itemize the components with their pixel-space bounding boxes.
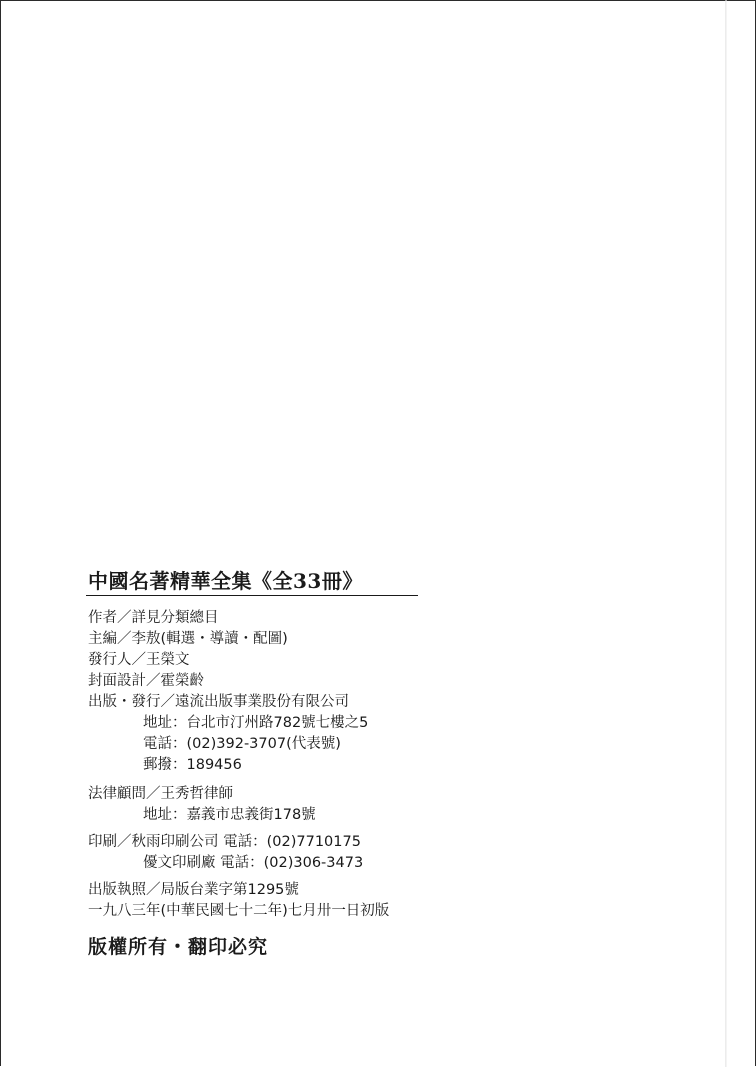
copyright-notice: 版權所有・翻印必究 xyxy=(88,936,269,958)
publisher-phone-line: 電話：(02)392-3707(代表號) xyxy=(143,736,341,752)
printer-line-1: 印刷／秋雨印刷公司 電話：(02)7710175 xyxy=(88,834,361,850)
title-underline xyxy=(86,595,418,596)
printer-line-2: 優文印刷廠 電話：(02)306-3473 xyxy=(143,855,364,871)
legal-advisor-line: 法律顧問／王秀哲律師 xyxy=(88,786,233,802)
colophon xyxy=(88,568,648,960)
editor-line: 主編／李敖(輯選・導讀・配圖) xyxy=(88,631,288,647)
publishing-house-line: 出版・發行／遠流出版事業股份有限公司 xyxy=(88,694,349,710)
book-title: 中國名著精華全集《全33冊》 xyxy=(88,569,363,593)
publisher-address-line: 地址：台北市汀州路782號七樓之5 xyxy=(143,715,369,731)
cover-design-line: 封面設計／霍榮齡 xyxy=(88,673,204,689)
publisher-postal-line: 郵撥：189456 xyxy=(143,757,242,773)
author-line: 作者／詳見分類總目 xyxy=(88,610,219,626)
publisher-person-line: 發行人／王榮文 xyxy=(88,652,190,668)
license-line: 出版執照／局版台業字第1295號 xyxy=(88,882,299,898)
page-fold-shadow xyxy=(725,0,727,1067)
edition-line: 一九八三年(中華民國七十二年)七月卅一日初版 xyxy=(88,903,390,919)
legal-address-line: 地址：嘉義市忠義街178號 xyxy=(143,807,316,823)
